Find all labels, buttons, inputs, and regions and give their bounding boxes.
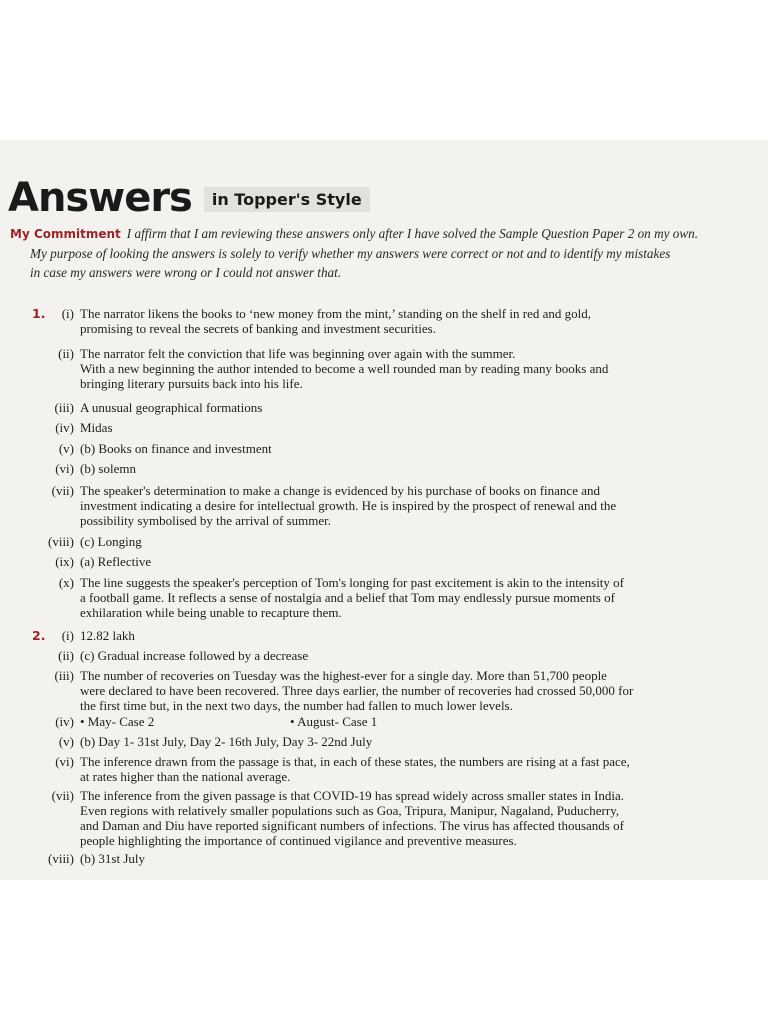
answer-1-iv	[46, 420, 762, 435]
answer-1-iii	[46, 400, 762, 415]
page-subtitle: in Topper's Style	[204, 187, 370, 212]
answer-line: The number of recoveries on Tuesday was the highest-ever for a single day. More than 51,700 people	[80, 668, 607, 683]
answer-1-v	[46, 441, 762, 456]
answer-line: a football game. It reflects a sense of nostalgia and a belief that Tom may endlessly pursue moments of	[80, 590, 615, 605]
answer-line: (c) Gradual increase followed by a decrease	[80, 648, 309, 663]
answer-line: (b) Day 1- 31st July, Day 2- 16th July, Day 3- 22nd July	[80, 734, 373, 749]
answer-2-v	[46, 734, 762, 749]
commitment-line-2: My purpose of looking the answers is solely to verify whether my answers were correct or not and to identify my mistakes	[30, 246, 671, 261]
answer-2-iii	[46, 668, 762, 713]
answer-label: (i)	[61, 306, 74, 321]
answer-label: (x)	[58, 575, 74, 590]
answer-label: (ix)	[55, 554, 74, 569]
answer-1-viii	[46, 534, 762, 549]
answer-1-ix	[46, 554, 762, 569]
answer-line: 12.82 lakh	[80, 628, 135, 643]
answer-line: were declared to have been recovered. Three days earlier, the number of recoveries had crossed 50,000 for	[80, 683, 634, 698]
answer-2-i	[46, 628, 762, 643]
answer-2-iv	[46, 714, 762, 729]
answer-label: (iii)	[54, 400, 74, 415]
answer-line: at rates higher than the national average.	[80, 769, 291, 784]
answer-line: (b) solemn	[80, 461, 136, 476]
answer-2-vi	[46, 754, 762, 784]
answer-line: investment indicating a desire for intellectual growth. He is inspired by the prospect of renewal and the	[80, 498, 617, 513]
answer-line: possibility symbolised by the arrival of summer.	[80, 513, 331, 528]
answer-line: A unusual geographical formations	[80, 400, 263, 415]
answer-line: The line suggests the speaker's perception of Tom's longing for past excitement is akin to the intensity of	[80, 575, 625, 590]
answer-1-x	[46, 575, 762, 620]
answer-label: (vii)	[51, 483, 74, 498]
answer-line: • May- Case 2	[80, 714, 155, 729]
answer-1-vii	[46, 483, 762, 528]
answer-line: The narrator likens the books to ‘new money from the mint,’ standing on the shelf in red and gold,	[80, 306, 591, 321]
answer-label: (v)	[58, 441, 74, 456]
commitment-line-3: in case my answers were wrong or I could not answer that.	[30, 265, 342, 280]
answer-line: (a) Reflective	[80, 554, 152, 569]
answer-line: • August- Case 1	[290, 714, 378, 729]
answer-label: (i)	[61, 628, 74, 643]
answer-line: The inference from the given passage is that COVID-19 has spread widely across smaller states in India.	[80, 788, 625, 803]
answer-line: and Daman and Diu have reported significant numbers of infections. The virus has affected thousands of	[80, 818, 624, 833]
answer-2-viii	[46, 851, 762, 866]
answer-line: The speaker's determination to make a change is evidenced by his purchase of books on finance and	[80, 483, 600, 498]
answer-line: the first time but, in the next two days, the number had fallen to much lower levels.	[80, 698, 513, 713]
answer-line: (b) 31st July	[80, 851, 145, 866]
answer-label: (iv)	[55, 420, 74, 435]
question-number-1: 1.	[32, 306, 46, 321]
answer-label: (v)	[58, 734, 74, 749]
answer-line: promising to reveal the secrets of banking and investment securities.	[80, 321, 436, 336]
answer-1-ii	[46, 346, 762, 391]
answer-line: With a new beginning the author intended to become a well rounded man by reading many books and	[80, 361, 609, 376]
answer-label: (vii)	[51, 788, 74, 803]
answers-header	[8, 168, 370, 221]
answer-1-vi	[46, 461, 762, 476]
answer-line: The narrator felt the conviction that life was beginning over again with the summer.	[80, 346, 516, 361]
commitment-line-1: I affirm that I am reviewing these answers only after I have solved the Sample Question Paper 2 on my own.	[126, 226, 699, 241]
answer-line: Even regions with relatively smaller populations such as Goa, Tripura, Manipur, Nagaland, Puducherry,	[80, 803, 620, 818]
answer-label: (viii)	[48, 534, 74, 549]
answer-line: The inference drawn from the passage is that, in each of these states, the numbers are rising at a fast pace,	[80, 754, 630, 769]
page-title: Answers	[8, 175, 192, 221]
commitment-block	[10, 224, 760, 282]
answer-line: exhilaration while being unable to recapture them.	[80, 605, 342, 620]
answer-2-vii	[46, 788, 762, 848]
answer-line: (b) Books on finance and investment	[80, 441, 272, 456]
answer-line: bringing literary pursuits back into his life.	[80, 376, 303, 391]
answer-label: (vi)	[55, 754, 74, 769]
answer-2-ii	[46, 648, 762, 663]
answer-label: (vi)	[55, 461, 74, 476]
answer-label: (ii)	[58, 346, 74, 361]
answer-label: (ii)	[58, 648, 74, 663]
answer-label: (viii)	[48, 851, 74, 866]
answer-label: (iii)	[54, 668, 74, 683]
answer-line: people highlighting the importance of continued vigilance and preventive measures.	[80, 833, 517, 848]
answer-line: (c) Longing	[80, 534, 142, 549]
answer-line: Midas	[80, 420, 113, 435]
question-number-2: 2.	[32, 628, 46, 643]
answer-1-i	[46, 306, 762, 336]
commitment-label: My Commitment	[10, 227, 121, 241]
answer-label: (iv)	[55, 714, 74, 729]
